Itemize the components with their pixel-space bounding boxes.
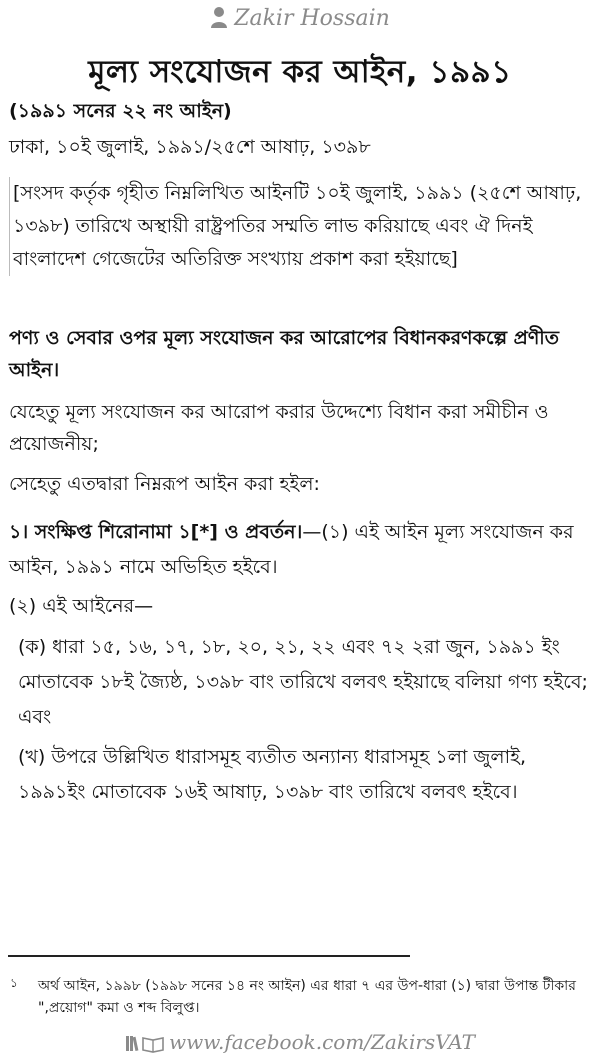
page-footer [0,1030,600,1058]
footnote-divider [8,955,410,957]
facebook-url: www.facebook.com/ZakirsVAT [169,1030,475,1054]
footnote [8,975,596,1019]
act-number: (১৯৯১ সনের ২২ নং আইন) [9,100,232,122]
clause-kha: (খ) উপরে উল্লিখিত ধারাসমূহ ব্যতীত অন্যান্য ধারাসমূহ ১লা জুলাই, ১৯৯১ইং মোতাবেক ১৬ই আষাঢ়, ১৩৯৮ বাং তারিখে বলবৎ হইবে। [18,746,527,803]
whereas-clause: যেহেতু মূল্য সংযোজন কর আরোপ করার উদ্দেশ্যে বিধান করা সমীচীন ও প্রয়োজনীয়; [9,401,549,455]
subsection-2-intro: (২) এই আইনের— [9,595,154,617]
section-1-heading: ১। সংক্ষিপ্ত শিরোনামা ১[*] ও প্রবর্তন। [9,521,303,543]
enacting-clause: সেহেতু এতদ্বারা নিম্নরূপ আইন করা হইল: [9,473,320,495]
preamble-note: [সংসদ কর্তৃক গৃহীত নিম্নলিখিত আইনটি ১০ই জুলাই, ১৯৯১ (২৫শে আষাঢ়, ১৩৯৮) তারিখে অস্থায়ী রাষ্ট্রপতির সম্মতি লাভ করিয়াছে এবং ঐ দিনই বাংলাদেশ গেজেটের অতিরিক্ত সংখ্যায় প্রকাশ করা হইয়াছে] [9,177,598,276]
section-1-text: —(১) এই আইন মূল্য সংযোজন কর আইন, ১৯৯১ নামে অভিহিত হইবে। [9,521,574,578]
page-title: মূল্য সংযোজন কর আইন, ১৯৯১ [88,54,512,90]
clause-ka: (ক) ধারা ১৫, ১৬, ১৭, ১৮, ২০, ২১, ২২ এবং ৭২ ২রা জুন, ১৯৯১ ইং মোতাবেক ১৮ই জ্যৈষ্ঠ, ১৩৯৮ বাং তারিখে বলবৎ হইয়াছে বলিয়া গণ্য হইবে; এবং [18,636,588,728]
footnote-number: ১ [10,976,18,990]
place-date: ঢাকা, ১০ই জুলাই, ১৯৯১/২৫শে আষাঢ়, ১৩৯৮ [9,136,371,158]
books-icon [125,1033,165,1058]
long-title: পণ্য ও সেবার ওপর মূল্য সংযোজন কর আরোপের বিধানকরণকল্পে প্রণীত আইন। [9,327,559,381]
page-header [0,6,600,36]
author-name: Zakir Hossain [234,6,390,31]
person-icon [210,6,228,34]
section-1 [9,515,592,585]
footnote-text: অর্থ আইন, ১৯৯৮ (১৯৯৮ সনের ১৪ নং আইন) এর ধারা ৭ এর উপ-ধারা (১) দ্বারা উপান্ত টীকার ",প্রয়োগ" কমা ও শব্দ বিলুপ্ত। [38,978,576,1016]
